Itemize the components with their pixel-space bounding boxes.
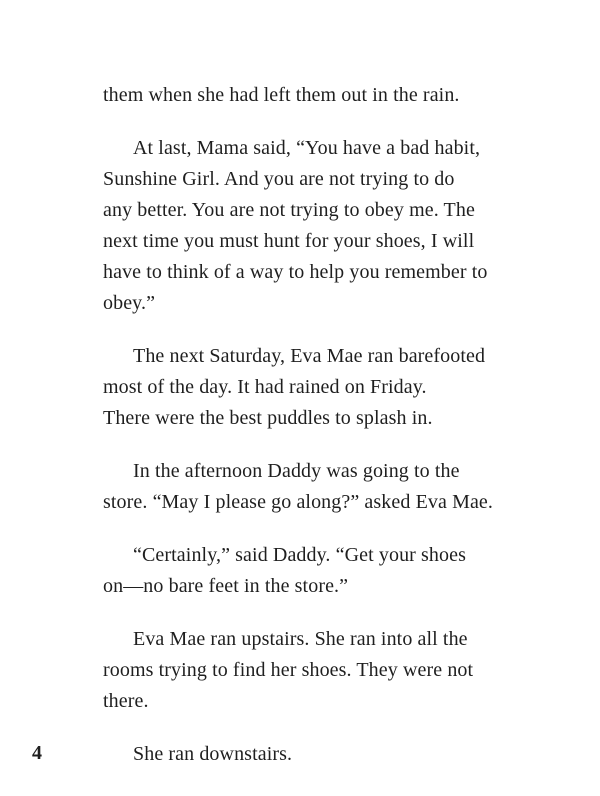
text-line: store. “May I please go along?” asked Eva Mae. — [103, 491, 493, 513]
text-line: rooms trying to find her shoes. They were not — [103, 659, 474, 681]
text-line: At last, Mama said, “You have a bad habit, — [133, 137, 481, 159]
text-line: most of the day. It had rained on Friday. — [103, 376, 427, 398]
text-line: them when she had left them out in the rain. — [103, 84, 460, 106]
page-body-text — [103, 80, 543, 770]
paragraph-saturday — [103, 341, 543, 434]
text-line: “Certainly,” said Daddy. “Get your shoes — [133, 544, 466, 566]
paragraph-mama-warning — [103, 133, 543, 319]
text-line: there. — [103, 690, 149, 712]
text-line: Eva Mae ran upstairs. She ran into all the — [133, 628, 468, 650]
text-line: obey.” — [103, 292, 156, 314]
text-line: There were the best puddles to splash in. — [103, 407, 433, 429]
text-line: Sunshine Girl. And you are not trying to do — [103, 168, 455, 190]
text-line: The next Saturday, Eva Mae ran barefooted — [133, 345, 486, 367]
paragraph-downstairs — [103, 739, 543, 770]
text-line: In the afternoon Daddy was going to the — [133, 460, 460, 482]
paragraph-daddy-reply — [103, 540, 543, 602]
paragraph-afternoon — [103, 456, 543, 518]
text-line: have to think of a way to help you remember to — [103, 261, 488, 283]
paragraph-upstairs — [103, 624, 543, 717]
text-line: any better. You are not trying to obey me. The — [103, 199, 475, 221]
page-number: 4 — [32, 742, 42, 764]
text-line: on—no bare feet in the store.” — [103, 575, 349, 597]
text-line: next time you must hunt for your shoes, I will — [103, 230, 475, 252]
paragraph-continuation — [103, 80, 543, 111]
text-line: She ran downstairs. — [133, 743, 293, 765]
